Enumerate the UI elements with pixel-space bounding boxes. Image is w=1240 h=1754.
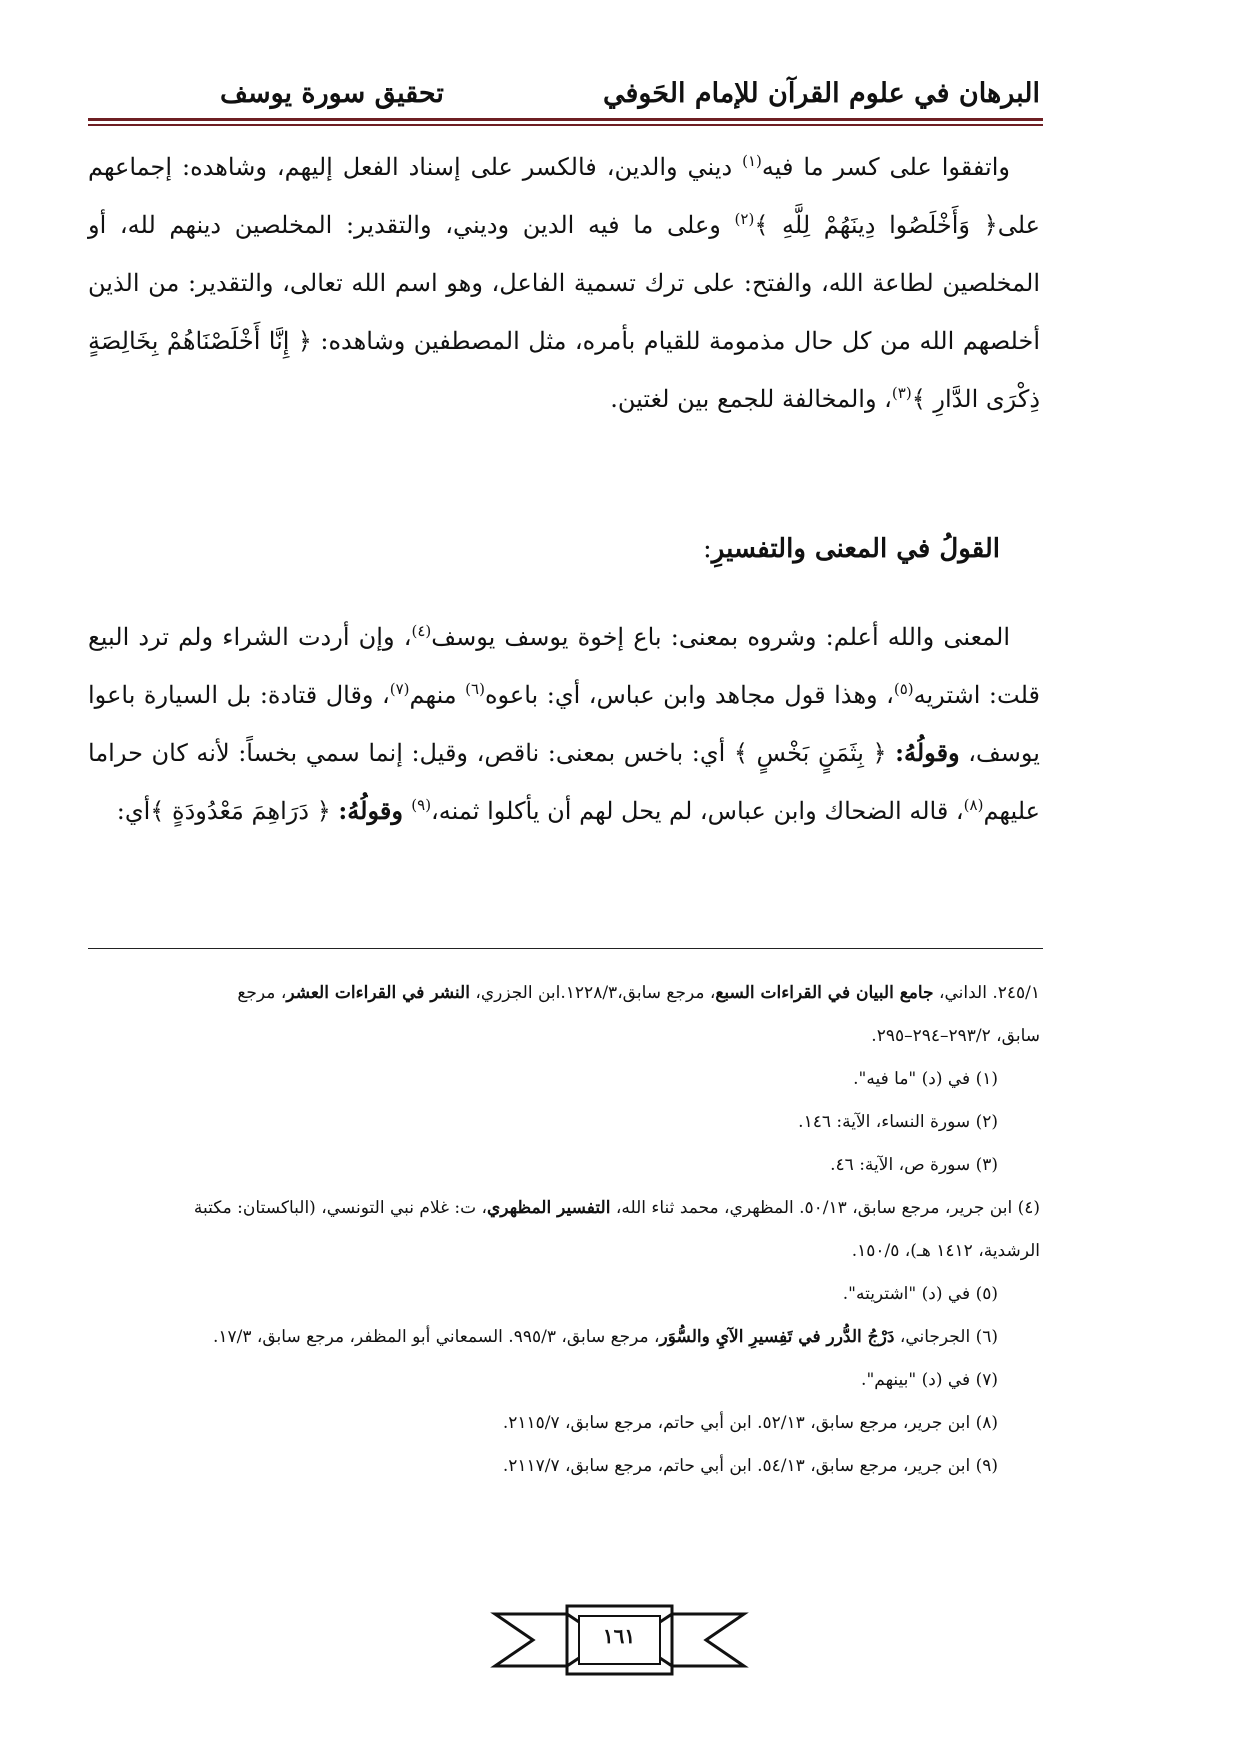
text: وعلى ما فيه الدين وديني، والتقدير: المخلصين دينهم لله، أو المخلصين لطاعة الله، والفتح: على ترك تسمية الفاعل، وهو اسم الله تعالى، والتقدير: من الذين أخلصهم الله من كل حال مذمومة للقيام بأمره، مثل المصطفين وشاهده: — [88, 211, 1040, 355]
quran-verse: ﴿ بِثَمَنٍ بَخْسٍ ﴾ — [725, 739, 896, 767]
text: منهم — [409, 681, 466, 709]
text: ، والمخالفة للجمع بين لغتين. — [610, 385, 892, 413]
footnote-6 — [80, 1316, 1040, 1359]
footnote-1: (١) في (د) "ما فيه". — [853, 1069, 998, 1089]
footnote-separator — [88, 948, 1043, 949]
footnote-ref: (٩) — [411, 796, 432, 814]
text: أي: باخس بمعنى: ناقص، وقيل: إنما سمي بخساً: لأنه كان حراما عليهم — [88, 739, 1040, 825]
header-rule-thin — [88, 124, 1043, 126]
paragraph-2 — [88, 608, 1040, 840]
book-title: البرهان في علوم القرآن للإمام الحَوفي — [602, 78, 1040, 109]
page-number: ١٦١ — [602, 1624, 636, 1648]
text: (٤) ابن جرير، مرجع سابق، ٥٠/١٣. المظهري، محمد ثناء الله، — [610, 1198, 1040, 1218]
text: المعنى والله أعلم: وشروه بمعنى: باع إخوة يوسف يوسف — [431, 623, 1011, 651]
text: ديني والدين، فالكسر على إسناد الفعل إليهم، وشاهده: إجماعهم على — [88, 153, 1041, 239]
footnote-ref: (٣) — [891, 384, 912, 402]
keyword: وقولُهُ: — [895, 738, 960, 767]
text: ، مرجع سابق،١٢٢٨/٣.ابن الجزري، — [469, 983, 716, 1003]
book-title-ref: دَرْجُ الدُّرر في تَفِسيرِ الآيِ والسُّوَر — [659, 1327, 895, 1347]
footnote-continued — [80, 972, 1040, 1015]
book-title-ref: جامع البيان في القراءات السبع — [715, 983, 934, 1003]
footnote-9: (٩) ابن جرير، مرجع سابق، ٥٤/١٣. ابن أبي حاتم، مرجع سابق، ٢١١٧/٧. — [502, 1456, 998, 1476]
text: ، وإن أردت الشراء ولم ترد البيع قلت: اشتريه — [88, 623, 1040, 709]
text: ، ت: غلام نبي التونسي، (الباكستان: مكتبة — [193, 1198, 487, 1218]
footnote-ref: (٥) — [893, 680, 914, 698]
footnote-8: (٨) ابن جرير، مرجع سابق، ٥٢/١٣. ابن أبي حاتم، مرجع سابق، ٢١١٥/٧. — [502, 1413, 998, 1433]
quran-verse: ﴿ وَأَخْلَصُوا دِينَهُمْ لِلَّهِ ﴾ — [754, 211, 998, 239]
book-title-ref: التفسير المظهري — [487, 1198, 611, 1218]
heading-colon: : — [703, 534, 712, 564]
text: ٢٤٥/١. الداني، — [933, 983, 1040, 1003]
footnote-ref: (١) — [742, 152, 762, 170]
footnote-3: (٣) سورة ص، الآية: ٤٦. — [830, 1155, 998, 1175]
footnote-ref: (٦) — [465, 680, 485, 698]
footnote-ref: (٢) — [734, 210, 755, 228]
book-title-ref: النشر في القراءات العشر — [286, 983, 470, 1003]
footnote-ref: (٤) — [411, 622, 432, 640]
paragraph-1 — [88, 138, 1040, 428]
footnote-4-cont: الرشدية، ١٤١٢ هـ)، ١٥٠/٥. — [851, 1241, 1040, 1261]
text: (٦) الجرجاني، — [894, 1327, 998, 1347]
heading-text: القولُ في المعنى والتفسيرِ — [711, 534, 1000, 564]
text: ، مرجع — [237, 983, 287, 1003]
text: ، مرجع سابق، ٩٩٥/٣. السمعاني أبو المظفر، مرجع سابق، ١٧/٣. — [212, 1327, 660, 1347]
text: واتفقوا على كسر ما فيه — [761, 153, 1010, 181]
section-heading — [703, 534, 1000, 564]
footnote-ref: (٨) — [963, 796, 984, 814]
page-number-ornament — [487, 1598, 752, 1680]
footnote-ref: (٧) — [389, 680, 410, 698]
text: أي: — [116, 797, 151, 825]
keyword: وقولُهُ: — [338, 796, 412, 825]
footnote-7: (٧) في (د) "بينهم". — [861, 1370, 998, 1390]
quran-verse: ﴿ دَرَاهِمَ مَعْدُودَةٍ ﴾ — [150, 797, 339, 825]
footnote-2: (٢) سورة النساء، الآية: ١٤٦. — [798, 1112, 998, 1132]
text: ، وهذا قول مجاهد وابن عباس، أي: باعوه — [484, 681, 894, 709]
footnote-continued: سابق، ٢٩٣/٢–٢٩٤–٢٩٥. — [871, 1026, 1040, 1046]
running-header — [88, 78, 1040, 122]
footnote-4 — [80, 1187, 1040, 1230]
header-rule-thick — [88, 118, 1043, 121]
footnotes — [80, 972, 1040, 1488]
footnote-5: (٥) في (د) "اشتريته". — [842, 1284, 998, 1304]
quran-verse: ﴿ إِنَّا أَخْلَصْنَاهُمْ بِخَالِصَةٍ ذِكْرَى الدَّارِ ﴾ — [88, 327, 1040, 413]
section-title: تحقيق سورة يوسف — [220, 78, 444, 109]
text: ، وقال قتادة: بل السيارة باعوا يوسف، — [88, 681, 1040, 767]
text: ، قاله الضحاك وابن عباس، لم يحل لهم أن يأكلوا ثمنه، — [431, 797, 964, 825]
